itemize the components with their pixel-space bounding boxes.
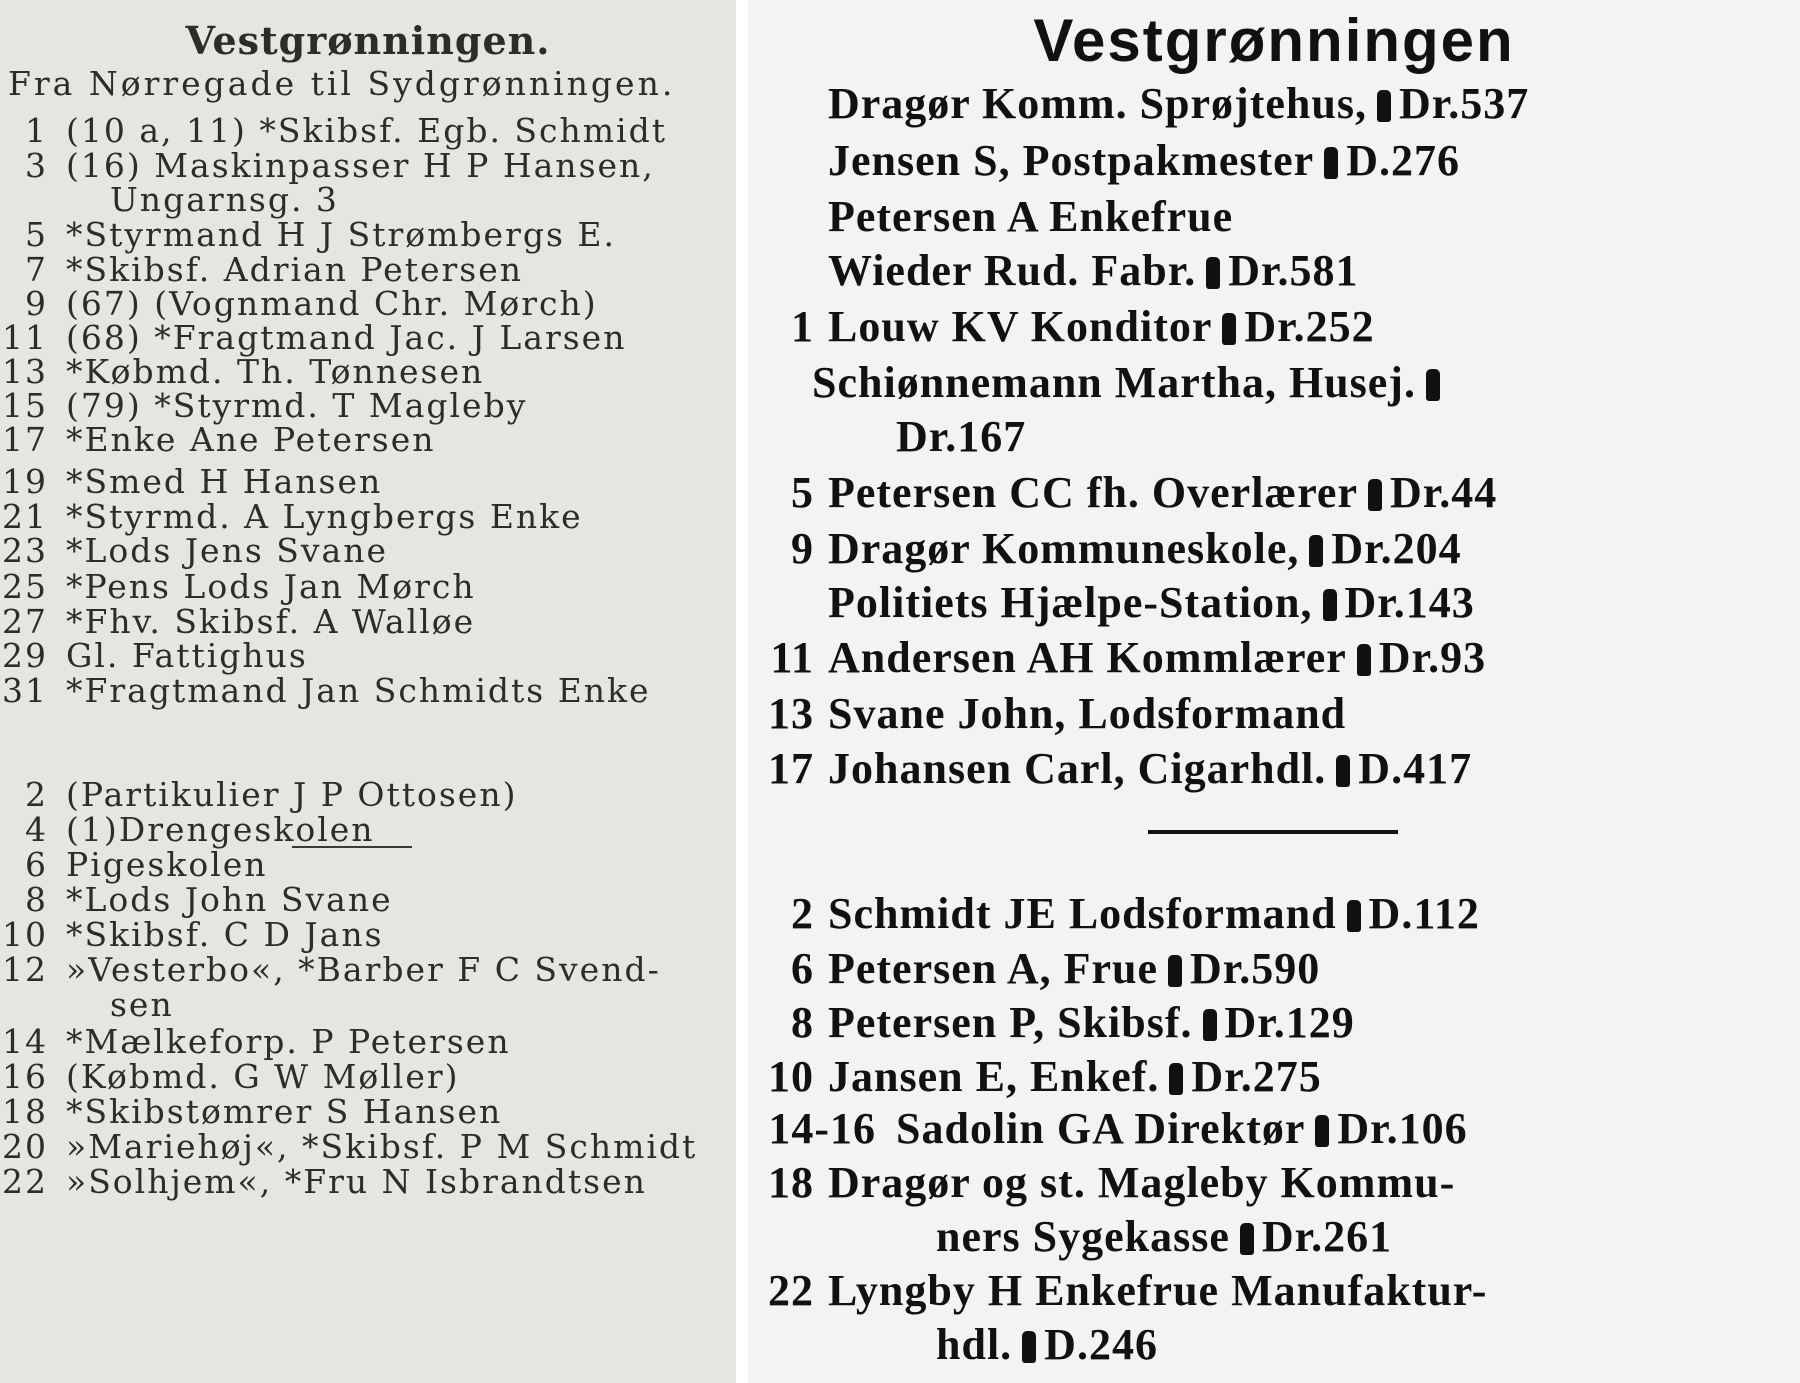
entry-text: *Styrmand H J Strømbergs E.	[66, 215, 616, 254]
house-number: 16	[2, 1057, 48, 1096]
house-number: 29	[2, 636, 48, 675]
house-number: 3	[25, 146, 48, 185]
house-number: 13	[768, 689, 814, 738]
house-number: 4	[25, 810, 48, 849]
entry-text: »Solhjem«, *Fru N Isbrandtsen	[66, 1162, 647, 1201]
entry-text: »Vesterbo«, *Barber F C Svend-	[66, 950, 661, 989]
entry-text: Jansen E, Enkef.	[828, 1052, 1160, 1101]
telephone-icon	[1240, 1223, 1254, 1255]
house-number: 17	[2, 420, 48, 459]
house-number: 10	[2, 915, 48, 954]
house-number: 19	[2, 462, 48, 501]
telephone-icon	[1324, 147, 1338, 179]
house-number: 9	[791, 524, 814, 573]
phone-number: Dr.261	[1261, 1212, 1393, 1261]
phone-number: Dr.129	[1224, 998, 1355, 1047]
telephone-icon	[1426, 369, 1440, 401]
phone-number: Dr.106	[1337, 1104, 1468, 1153]
house-number: 22	[2, 1162, 48, 1201]
house-number: 14-16	[768, 1104, 876, 1153]
house-number: 8	[791, 998, 814, 1047]
entry-text: *Lods Jens Svane	[66, 531, 388, 570]
house-number: 5	[25, 215, 48, 254]
left-street-subtitle: Fra Nørregade til Sydgrønningen.	[8, 64, 676, 103]
entry-text: *Enke Ane Petersen	[66, 420, 436, 459]
house-number: 1	[791, 302, 814, 351]
house-number: 25	[2, 567, 48, 606]
house-number: 22	[768, 1266, 814, 1315]
house-number: 17	[768, 744, 814, 793]
phone-number: Dr.252	[1244, 302, 1375, 351]
entry-text: (68) *Fragtmand Jac. J Larsen	[66, 318, 627, 357]
house-number: 13	[2, 352, 48, 391]
phone-number: D.246	[1044, 1320, 1158, 1369]
entry-text: »Mariehøj«, *Skibsf. P M Schmidt	[66, 1127, 698, 1166]
phone-number: Dr.44	[1390, 468, 1498, 517]
entry-text: *Købmd. Th. Tønnesen	[66, 352, 485, 391]
house-number: 11	[2, 318, 48, 357]
house-number: 31	[2, 671, 48, 710]
right-directory-page	[748, 0, 1800, 1383]
house-number: 27	[2, 602, 48, 641]
telephone-icon	[1022, 1331, 1036, 1363]
right-entry-continuation	[936, 1211, 1392, 1262]
house-number: 8	[25, 880, 48, 919]
house-number: 10	[768, 1052, 814, 1101]
phone-number: Dr.590	[1190, 944, 1321, 993]
entry-text: *Pens Lods Jan Mørch	[66, 567, 476, 606]
house-number: 15	[2, 386, 48, 425]
left-entry-continuation: sen	[110, 985, 174, 1024]
house-number: 2	[25, 775, 48, 814]
left-entry-continuation: Ungarnsg. 3	[110, 180, 339, 219]
house-number: 23	[2, 531, 48, 570]
entry-text: Petersen P, Skibsf.	[828, 998, 1193, 1047]
entry-text: (10 a, 11) *Skibsf. Egb. Schmidt	[66, 111, 667, 150]
telephone-icon	[1323, 589, 1337, 621]
house-number: 9	[25, 284, 48, 323]
telephone-icon	[1169, 1063, 1183, 1095]
entry-text: *Skibstømrer S Hansen	[66, 1092, 503, 1131]
phone-number: Dr.537	[1398, 79, 1530, 128]
entry-text: Dragør Kommuneskole,	[828, 524, 1300, 573]
entry-text: Louw KV Konditor	[828, 302, 1213, 351]
entry-text: Gl. Fattighus	[66, 636, 308, 675]
house-number: 6	[791, 944, 814, 993]
entry-text: (Partikulier J P Ottosen)	[66, 775, 518, 814]
telephone-icon	[1222, 313, 1236, 345]
house-number: 2	[791, 889, 814, 938]
entry-text: Petersen A, Frue	[828, 944, 1158, 993]
house-number: 11	[770, 633, 814, 682]
house-number: 18	[2, 1092, 48, 1131]
entry-text: (Købmd. G W Møller)	[66, 1057, 460, 1096]
entry-text: Lyngby H Enkefrue Manufaktur-	[828, 1266, 1488, 1315]
telephone-icon	[1377, 90, 1391, 122]
entry-text: *Mælkeforp. P Petersen	[66, 1022, 511, 1061]
house-number: 12	[2, 950, 48, 989]
telephone-icon	[1357, 644, 1371, 676]
entry-text: *Lods John Svane	[66, 880, 393, 919]
entry-text: Politiets Hjælpe-Station,	[828, 578, 1313, 627]
entry-text: Dragør Komm. Sprøjtehus,	[828, 79, 1367, 128]
entry-text: *Styrmd. A Lyngbergs Enke	[66, 497, 583, 536]
right-street-title: Vestgrønningen	[1033, 7, 1515, 74]
telephone-icon	[1206, 257, 1220, 289]
right-entry-continuation	[936, 1319, 1158, 1370]
entry-text: *Fragtmand Jan Schmidts Enke	[66, 671, 651, 710]
entry-text: Svane John, Lodsformand	[828, 689, 1347, 738]
right-entry-continuation: Dr.167	[896, 412, 1027, 461]
entry-text: *Smed H Hansen	[66, 462, 383, 501]
entry-text: (16) Maskinpasser H P Hansen,	[66, 146, 655, 185]
telephone-icon	[1336, 755, 1350, 787]
telephone-icon	[1368, 479, 1382, 511]
entry-text: ners Sygekasse	[936, 1212, 1230, 1261]
phone-number: Dr.93	[1378, 633, 1487, 682]
entry-text: (1)Drengeskolen	[66, 810, 375, 849]
house-number: 6	[25, 845, 48, 884]
entry-text: Petersen A Enkefrue	[828, 192, 1234, 241]
telephone-icon	[1347, 900, 1361, 932]
house-number: 1	[25, 111, 48, 150]
entry-text: *Skibsf. Adrian Petersen	[66, 250, 523, 289]
entry-text: Petersen CC fh. Overlærer	[828, 468, 1358, 517]
entry-text: Sadolin GA Direktør	[896, 1104, 1306, 1153]
telephone-icon	[1203, 1009, 1217, 1041]
phone-number: Dr.143	[1344, 578, 1475, 627]
entry-text: (67) (Vognmand Chr. Mørch)	[66, 284, 598, 323]
section-divider	[1148, 830, 1398, 834]
telephone-icon	[1168, 955, 1182, 987]
entry-text: *Skibsf. C D Jans	[66, 915, 384, 954]
phone-number: D.276	[1346, 136, 1460, 185]
house-number: 21	[2, 497, 48, 536]
entry-text: Jensen S, Postpakmester	[828, 136, 1315, 185]
entry-text: hdl.	[936, 1320, 1013, 1369]
entry-text: Andersen AH Kommlærer	[828, 633, 1347, 682]
entry-text: Schiønnemann Martha, Husej.	[812, 358, 1416, 407]
entry-text: (79) *Styrmd. T Magleby	[66, 386, 528, 425]
entry-text: Pigeskolen	[66, 845, 268, 884]
phone-number: D.417	[1358, 744, 1473, 793]
house-number: 5	[791, 468, 814, 517]
left-street-title: Vestgrønningen.	[185, 18, 551, 63]
phone-number: Dr.204	[1331, 524, 1462, 573]
house-number: 7	[25, 250, 48, 289]
phone-number: D.112	[1368, 889, 1480, 938]
telephone-icon	[1309, 535, 1323, 567]
left-directory-page	[0, 0, 736, 1383]
entry-text: *Fhv. Skibsf. A Walløe	[66, 602, 476, 641]
house-number: 14	[2, 1022, 48, 1061]
entry-text: Johansen Carl, Cigarhdl.	[828, 744, 1327, 793]
entry-text: Schmidt JE Lodsformand	[828, 889, 1337, 938]
entry-text: Dragør og st. Magleby Kommu-	[828, 1158, 1456, 1207]
house-number: 18	[768, 1158, 814, 1207]
phone-number: Dr.581	[1228, 246, 1359, 295]
telephone-icon	[1315, 1115, 1329, 1147]
phone-number: Dr.275	[1191, 1052, 1322, 1101]
house-number: 20	[2, 1127, 48, 1166]
entry-text: Wieder Rud. Fabr.	[828, 246, 1197, 295]
